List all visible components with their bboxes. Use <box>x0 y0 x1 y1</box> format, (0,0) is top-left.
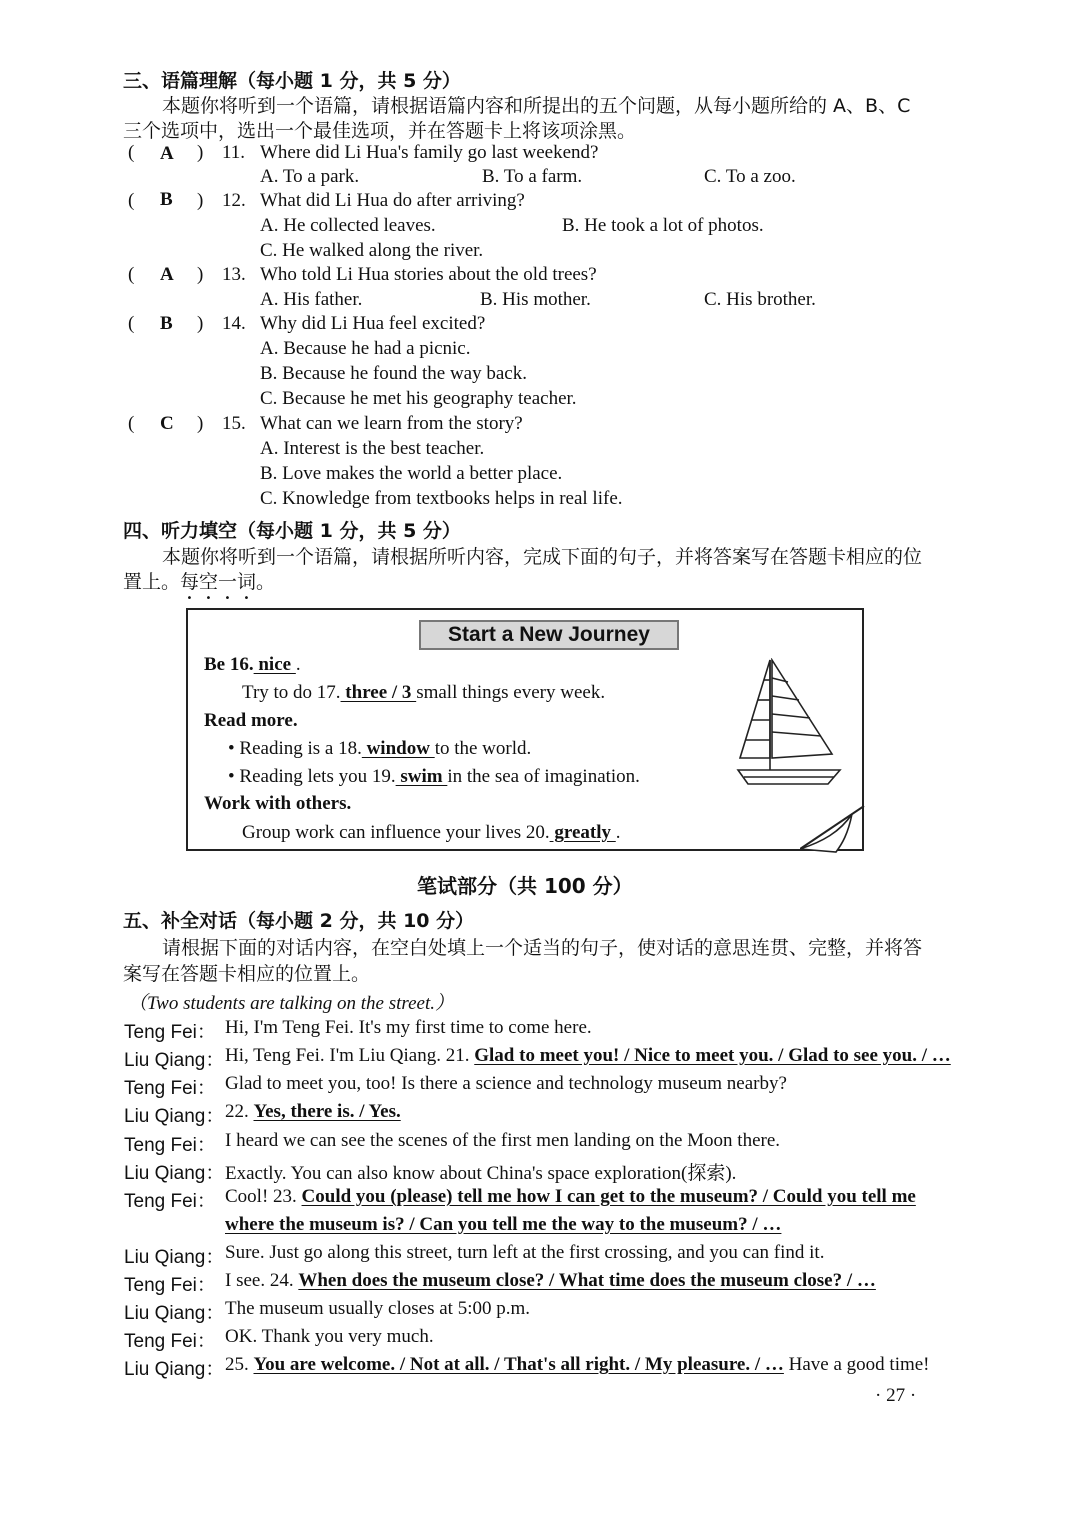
answer-17: three / 3 <box>340 682 417 703</box>
answer-13: A <box>160 264 174 285</box>
speaker-name: Teng Fei： <box>124 1191 216 1212</box>
section4-title: 四、听力填空（每小题 1 分，共 5 分） <box>123 520 461 542</box>
answer-18: window <box>361 738 435 759</box>
option-14-a: A. Because he had a picnic. <box>260 338 471 359</box>
dialogue-answer: You are welcome. / Not at all. / That's all right. / My pleasure. / … <box>253 1354 784 1375</box>
section4-instruction-2 <box>123 567 275 604</box>
blank-20-line <box>242 822 621 844</box>
dialogue-text: Hi, I'm Teng Fei. It's my first time to come here. <box>225 1017 592 1038</box>
answer-paren: ( <box>128 264 135 285</box>
line-prefix: • Reading is a 18. <box>228 738 362 759</box>
line-suffix: to the world. <box>434 738 532 759</box>
answer-20: greatly <box>549 822 616 843</box>
dialogue-text: Exactly. You can also know about China's space exploration(探索). <box>225 1163 737 1184</box>
answer-16: nice <box>253 654 296 675</box>
dialogue-line <box>225 1017 592 1039</box>
sailboat-icon <box>736 658 842 793</box>
question-number-14: 14. <box>222 313 246 334</box>
section3-instruction-2: 三个选项中，选出一个最佳选项，并在答题卡上将该项涂黑。 <box>123 120 637 142</box>
dialogue-line <box>225 1270 876 1292</box>
box-title: Start a New Journey <box>419 620 679 650</box>
answer-paren: ( <box>128 413 135 434</box>
dialogue-answer: Yes, there is. / Yes. <box>253 1101 401 1122</box>
dialogue-answer: When does the museum close? / What time does the museum close? / … <box>298 1270 876 1291</box>
dialogue-text: Glad to meet you, too! Is there a science and technology museum nearby? <box>225 1073 787 1094</box>
line-suffix: . <box>615 822 621 843</box>
heading-read-more: Read more. <box>204 710 298 731</box>
question-text-12: What did Li Hua do after arriving? <box>260 190 525 211</box>
blank-17-line <box>242 682 605 704</box>
speaker-name: Liu Qiang： <box>124 1106 225 1127</box>
option-15-a: A. Interest is the best teacher. <box>260 438 485 459</box>
option-13-a: A. His father. <box>260 289 363 310</box>
answer-paren: ) <box>197 313 204 334</box>
question-text-13: Who told Li Hua stories about the old trees? <box>260 264 597 285</box>
speaker-name: Liu Qiang： <box>124 1247 225 1268</box>
dialogue-text: I heard we can see the scenes of the first men landing on the Moon there. <box>225 1130 781 1151</box>
answer-12: B <box>160 189 173 210</box>
instruction-text: 。 <box>256 571 276 593</box>
blank-18-line <box>228 738 531 760</box>
line-suffix: in the sea of imagination. <box>447 766 640 787</box>
speaker-name: Teng Fei： <box>124 1078 216 1099</box>
option-11-c: C. To a zoo. <box>704 166 796 187</box>
blank-19-line <box>228 766 640 788</box>
speaker-name: Teng Fei： <box>124 1022 216 1043</box>
answer-11: A <box>160 143 174 164</box>
instruction-text: 置上。 <box>123 571 181 593</box>
speaker-name: Liu Qiang： <box>124 1050 225 1071</box>
dialogue-text: Sure. Just go along this street, turn left at the first crossing, and you can find it. <box>225 1242 825 1263</box>
answer-15: C <box>160 413 174 434</box>
option-15-b: B. Love makes the world a better place. <box>260 463 563 484</box>
heading-work-with-others: Work with others. <box>204 793 352 814</box>
dialogue-text: 22. <box>225 1101 254 1122</box>
page-curl-decoration <box>800 806 866 856</box>
option-15-c: C. Knowledge from textbooks helps in real life. <box>260 488 623 509</box>
line-prefix: Group work can influence your lives 20. <box>242 822 550 843</box>
speaker-name: Liu Qiang： <box>124 1359 225 1380</box>
answer-paren: ) <box>197 190 204 211</box>
journey-box <box>186 608 864 851</box>
dialogue-line <box>225 1214 781 1236</box>
line-suffix: . <box>295 654 301 675</box>
section5-title: 五、补全对话（每小题 2 分，共 10 分） <box>123 910 475 932</box>
dialogue-text: Have a good time! <box>783 1354 930 1375</box>
dialogue-scene: （Two students are talking on the street.） <box>128 993 454 1014</box>
line-suffix: small things every week. <box>416 682 606 703</box>
answer-paren: ( <box>128 190 135 211</box>
question-text-14: Why did Li Hua feel excited? <box>260 313 486 334</box>
dialogue-line <box>225 1101 401 1123</box>
question-text-11: Where did Li Hua's family go last weekend? <box>260 142 599 163</box>
page-number: · 27 · <box>875 1385 917 1406</box>
question-text-15: What can we learn from the story? <box>260 413 523 434</box>
line-prefix: Be 16. <box>204 654 254 675</box>
dialogue-line <box>225 1158 736 1185</box>
option-13-b: B. His mother. <box>480 289 591 310</box>
dialogue-answer: Glad to meet you! / Nice to meet you. / Glad to see you. / … <box>474 1045 951 1066</box>
question-number-12: 12. <box>222 190 246 211</box>
section4-instruction-1: 本题你将听到一个语篇，请根据所听内容，完成下面的句子，并将答案写在答题卡相应的位 <box>162 546 923 568</box>
option-12-b: B. He took a lot of photos. <box>562 215 764 236</box>
speaker-name: Teng Fei： <box>124 1331 216 1352</box>
speaker-name: Liu Qiang： <box>124 1303 225 1324</box>
question-number-11: 11. <box>222 142 246 163</box>
dialogue-line <box>225 1242 824 1264</box>
speaker-name: Teng Fei： <box>124 1275 216 1296</box>
dialogue-text: Cool! 23. <box>225 1186 302 1207</box>
dialogue-line <box>225 1073 787 1095</box>
question-number-13: 13. <box>222 264 246 285</box>
answer-14: B <box>160 313 173 334</box>
answer-paren: ( <box>128 313 135 334</box>
dialogue-line <box>225 1130 780 1152</box>
line-prefix: • Reading lets you 19. <box>228 766 396 787</box>
answer-paren: ) <box>197 264 204 285</box>
line-prefix: Try to do 17. <box>242 682 341 703</box>
dialogue-text: 25. <box>225 1354 254 1375</box>
dialogue-line <box>225 1298 530 1320</box>
section3-instruction-1: 本题你将听到一个语篇，请根据语篇内容和所提出的五个问题，从每小题所给的 A、B、C <box>162 95 911 117</box>
dialogue-answer: where the museum is? / Can you tell me the way to the museum? / … <box>225 1214 782 1235</box>
option-14-c: C. Because he met his geography teacher. <box>260 388 577 409</box>
written-section-title: 笔试部分（共 100 分） <box>417 874 633 898</box>
section5-instruction-2: 案写在答题卡相应的位置上。 <box>123 963 371 985</box>
question-number-15: 15. <box>222 413 246 434</box>
emphasized-text: 每空一词 <box>180 571 257 593</box>
answer-19: swim <box>395 766 448 787</box>
dialogue-line <box>225 1186 916 1208</box>
blank-16-line <box>204 654 301 676</box>
option-13-c: C. His brother. <box>704 289 816 310</box>
option-14-b: B. Because he found the way back. <box>260 363 527 384</box>
answer-paren: ( <box>128 142 135 163</box>
option-12-c: C. He walked along the river. <box>260 240 484 261</box>
dialogue-line <box>225 1045 951 1067</box>
dialogue-line <box>225 1354 930 1376</box>
section5-instruction-1: 请根据下面的对话内容，在空白处填上一个适当的句子，使对话的意思连贯、完整，并将答 <box>162 937 923 959</box>
option-11-b: B. To a farm. <box>482 166 583 187</box>
dialogue-line <box>225 1326 434 1348</box>
dialogue-answer: Could you (please) tell me how I can get to the museum? / Could you tell me <box>301 1186 916 1207</box>
speaker-name: Liu Qiang： <box>124 1163 225 1184</box>
option-11-a: A. To a park. <box>260 166 360 187</box>
dialogue-text: Hi, Teng Fei. I'm Liu Qiang. 21. <box>225 1045 475 1066</box>
dialogue-text: OK. Thank you very much. <box>225 1326 434 1347</box>
answer-paren: ) <box>197 142 204 163</box>
dialogue-text: The museum usually closes at 5:00 p.m. <box>225 1298 531 1319</box>
option-12-a: A. He collected leaves. <box>260 215 436 236</box>
speaker-name: Teng Fei： <box>124 1135 216 1156</box>
dialogue-text: I see. 24. <box>225 1270 299 1291</box>
section3-title: 三、语篇理解（每小题 1 分，共 5 分） <box>123 70 461 92</box>
answer-paren: ) <box>197 413 204 434</box>
